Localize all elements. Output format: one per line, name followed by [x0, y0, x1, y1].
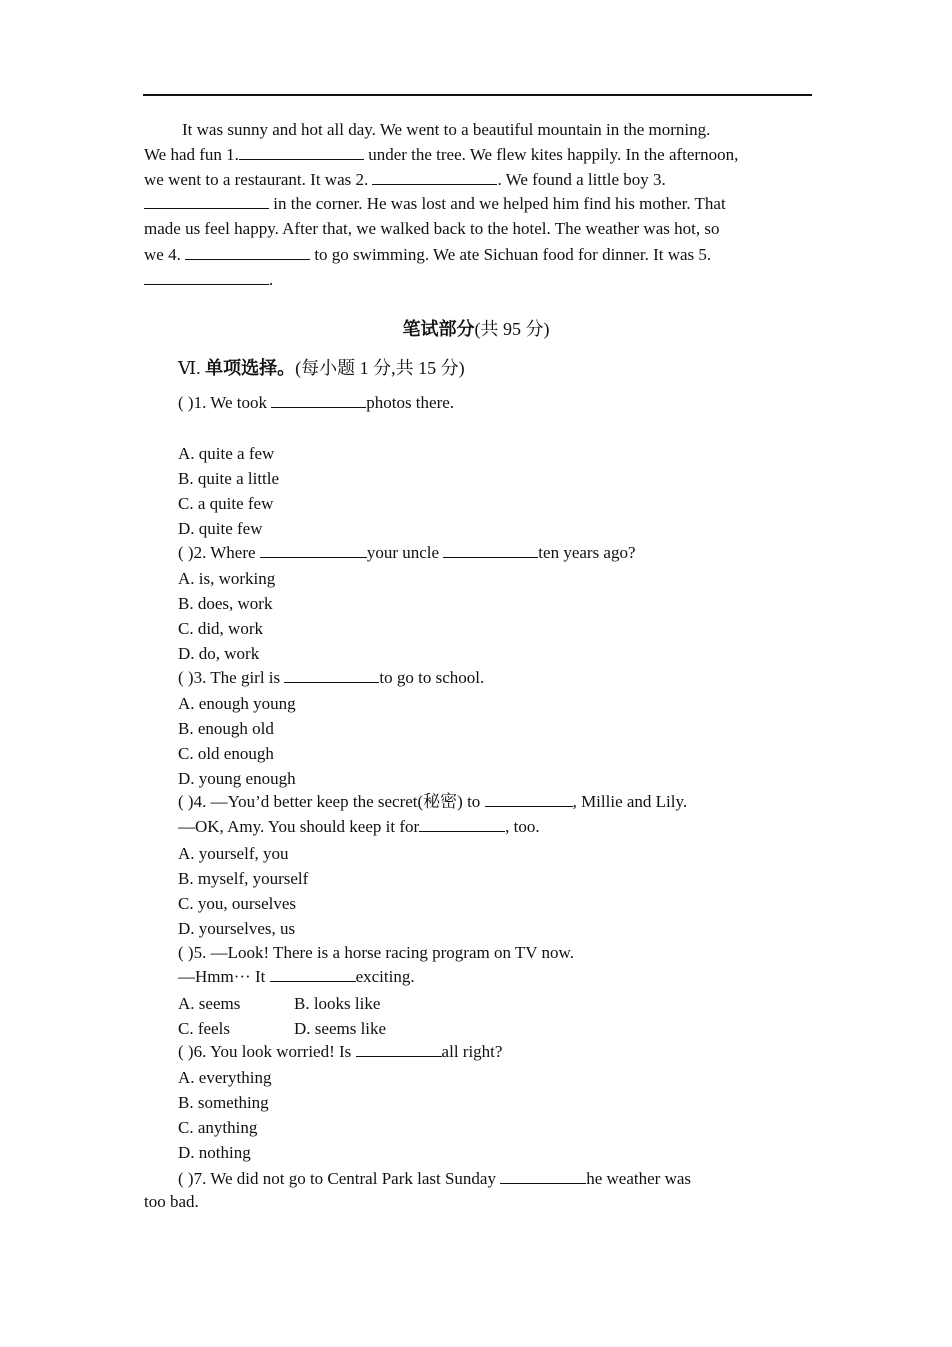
q6-option-a[interactable]: A. everything [178, 1068, 272, 1087]
question-4-line-2: —OK, Amy. You should keep it for , too. [178, 817, 540, 836]
q4-blank-1[interactable] [485, 792, 573, 807]
q1-blank[interactable] [271, 393, 366, 408]
q6-blank[interactable] [356, 1042, 442, 1057]
answer-blank-1[interactable] [239, 145, 364, 160]
q2-option-a[interactable]: A. is, working [178, 569, 276, 588]
q1-option-b[interactable]: B. quite a little [178, 469, 280, 488]
q4-option-b[interactable]: B. myself, yourself [178, 869, 309, 888]
q4-option-c[interactable]: C. you, ourselves [178, 894, 297, 913]
question-6-stem: ( )6. You look worried! Is all right? [178, 1042, 503, 1061]
answer-blank-4[interactable] [185, 245, 310, 260]
passage-line-4: in the corner. He was lost and we helped him find his mother. That [144, 193, 726, 215]
q6-option-b[interactable]: B. something [178, 1093, 269, 1112]
q1-option-d[interactable]: D. quite few [178, 519, 263, 538]
q5-option-c[interactable]: C. feels [178, 1019, 230, 1038]
q1-option-c[interactable]: C. a quite few [178, 494, 274, 513]
passage-line-1: It was sunny and hot all day. We went to a beautiful mountain in the morning. [182, 120, 711, 139]
answer-blank-3[interactable] [144, 194, 269, 209]
q3-option-d[interactable]: D. young enough [178, 769, 296, 788]
question-5-stem: ( )5. —Look! There is a horse racing program on TV now. [178, 943, 574, 962]
q5-option-a[interactable]: A. seems [178, 994, 241, 1013]
question-7-stem: ( )7. We did not go to Central Park last Sunday he weather was [178, 1169, 692, 1188]
top-rule [143, 94, 812, 96]
q2-option-d[interactable]: D. do, work [178, 644, 260, 663]
passage-line-5: made us feel happy. After that, we walked back to the hotel. The weather was hot, so [144, 219, 720, 238]
q5-option-b[interactable]: B. looks like [294, 994, 381, 1013]
passage-line-2: We had fun 1. under the tree. We flew kites happily. In the afternoon, [144, 145, 739, 164]
question-5-line-2: —Hmm··· It exciting. [178, 967, 415, 986]
q2-blank-2[interactable] [443, 543, 538, 558]
question-2-stem: ( )2. Where your uncle ten years ago? [178, 543, 636, 562]
q3-option-a[interactable]: A. enough young [178, 694, 296, 713]
question-4-stem: ( )4. —You’d better keep the secret(秘密) to , Millie and Lily. [178, 792, 688, 811]
passage-line-6: we 4. to go swimming. We ate Sichuan food for dinner. It was 5. [144, 245, 712, 264]
q4-option-a[interactable]: A. yourself, you [178, 844, 289, 863]
q5-option-d[interactable]: D. seems like [294, 1019, 387, 1038]
q2-option-b[interactable]: B. does, work [178, 594, 273, 613]
passage-line-7: . [144, 269, 273, 291]
answer-blank-2[interactable] [372, 170, 497, 185]
passage-line-3: we went to a restaurant. It was 2. . We found a little boy 3. [144, 170, 666, 189]
q2-option-c[interactable]: C. did, work [178, 619, 263, 638]
question-3-stem: ( )3. The girl is to go to school. [178, 668, 485, 687]
q6-option-c[interactable]: C. anything [178, 1118, 258, 1137]
q3-option-c[interactable]: C. old enough [178, 744, 274, 763]
question-7-line-2: too bad. [144, 1192, 199, 1211]
section-6-heading: Ⅵ. 单项选择。(每小题 1 分,共 15 分) [178, 358, 465, 378]
q4-option-d[interactable]: D. yourselves, us [178, 919, 296, 938]
q7-blank[interactable] [500, 1169, 586, 1184]
q4-blank-2[interactable] [419, 817, 505, 832]
q6-option-d[interactable]: D. nothing [178, 1143, 251, 1162]
q3-option-b[interactable]: B. enough old [178, 719, 274, 738]
q3-blank[interactable] [284, 668, 379, 683]
q2-blank-1[interactable] [260, 543, 367, 558]
question-1-stem: ( )1. We took photos there. [178, 393, 455, 412]
answer-blank-5[interactable] [144, 270, 269, 285]
q5-blank[interactable] [270, 967, 356, 982]
section-title: 笔试部分(共 95 分) [402, 319, 550, 339]
q1-option-a[interactable]: A. quite a few [178, 444, 275, 463]
